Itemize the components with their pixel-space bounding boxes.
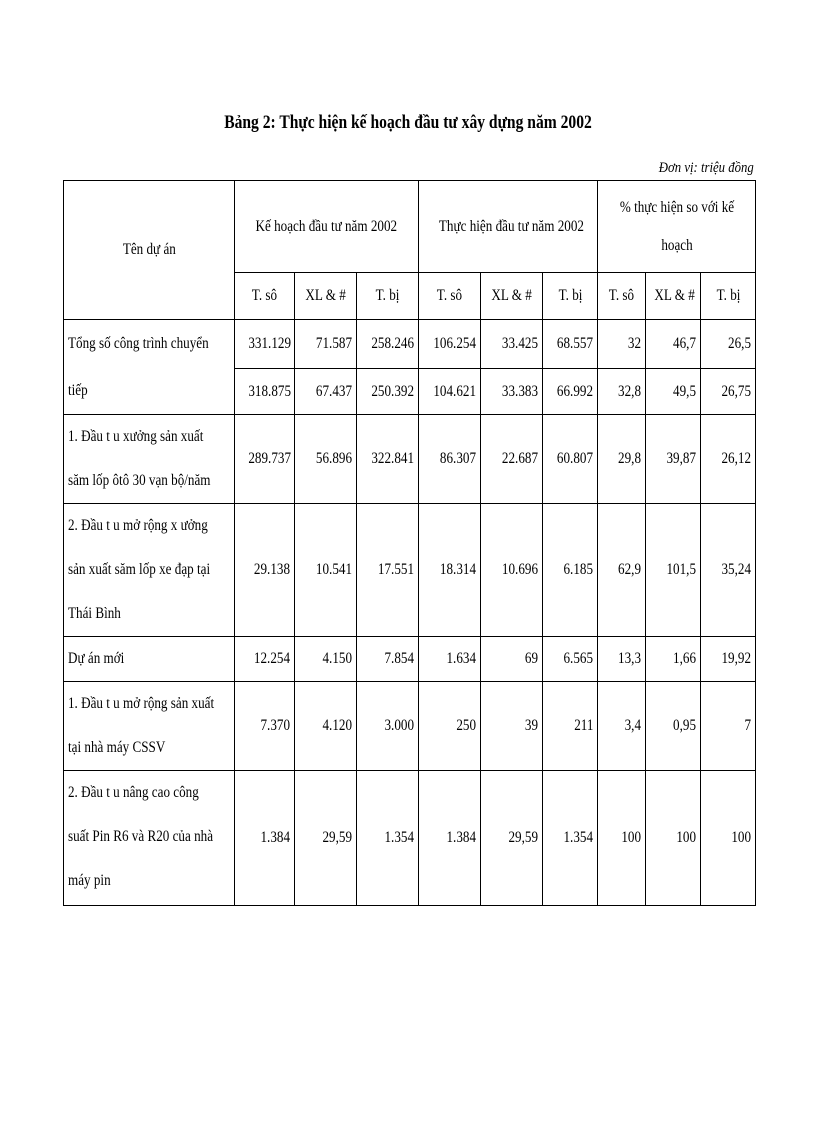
value-cell: 1,66 (646, 637, 701, 682)
value-cell: 289.737 (235, 415, 295, 504)
value-cell: 100 (701, 771, 756, 906)
value-cell: 46,7 (646, 320, 701, 369)
project-name-line: Thái Bình (68, 605, 121, 622)
value-cell: 68.557 (543, 320, 598, 369)
value-cell: 66.992 (543, 369, 598, 415)
value-cell: 250 (419, 682, 481, 771)
project-name-line: 2. Đầu t u mở rộng x ưởng (68, 517, 208, 534)
table-row (64, 320, 756, 369)
value-cell: 1.354 (357, 771, 419, 906)
value-cell: 32,8 (598, 369, 646, 415)
value-cell: 1.634 (419, 637, 481, 682)
project-name-line: Tổng số công trình chuyển (68, 335, 209, 352)
value-cell: 101,5 (646, 504, 701, 637)
value-cell: 7 (701, 682, 756, 771)
subheader-equipment: T. bị (357, 273, 419, 320)
value-cell: 39 (481, 682, 543, 771)
value-cell: 4.150 (295, 637, 357, 682)
project-name-line: 2. Đầu t u nâng cao công (68, 784, 199, 801)
project-name-line: sản xuất săm lốp xe đạp tại (68, 561, 211, 578)
table-row (64, 415, 756, 504)
value-cell: 32 (598, 320, 646, 369)
table-row (64, 771, 756, 906)
value-cell: 100 (646, 771, 701, 906)
unit-note: Đơn vị: triệu đồng (659, 160, 754, 176)
value-cell: 0,95 (646, 682, 701, 771)
value-cell: 26,12 (701, 415, 756, 504)
subheader-equipment: T. bị (543, 273, 598, 320)
subheader-equipment: T. bị (701, 273, 756, 320)
value-cell: 56.896 (295, 415, 357, 504)
value-cell: 39,87 (646, 415, 701, 504)
table-title: Bảng 2: Thực hiện kế hoạch đầu tư xây dựng năm 2002 (224, 112, 592, 133)
value-cell: 29,59 (295, 771, 357, 906)
value-cell: 1.384 (235, 771, 295, 906)
value-cell: 106.254 (419, 320, 481, 369)
value-cell: 19,92 (701, 637, 756, 682)
value-cell: 322.841 (357, 415, 419, 504)
value-cell: 12.254 (235, 637, 295, 682)
table-row (64, 637, 756, 682)
project-name-line: săm lốp ôtô 30 vạn bộ/năm (68, 472, 211, 489)
value-cell: 29,8 (598, 415, 646, 504)
value-cell: 13,3 (598, 637, 646, 682)
value-cell: 7.854 (357, 637, 419, 682)
value-cell: 26,5 (701, 320, 756, 369)
value-cell: 104.621 (419, 369, 481, 415)
header-plan: Kế hoạch đầu tư năm 2002 (235, 181, 419, 273)
project-name-line: suất Pin R6 và R20 của nhà (68, 828, 214, 845)
project-name-line: Dự án mới (68, 650, 125, 667)
value-cell: 1.354 (543, 771, 598, 906)
value-cell: 1.384 (419, 771, 481, 906)
value-cell: 3.000 (357, 682, 419, 771)
value-cell: 331.129 (235, 320, 295, 369)
header-percent: % thực hiện so với kế hoạch (598, 181, 756, 273)
table-row (64, 504, 756, 637)
table-row (64, 682, 756, 771)
project-name-cell (64, 504, 235, 637)
value-cell: 29.138 (235, 504, 295, 637)
value-cell: 6.185 (543, 504, 598, 637)
value-cell: 67.437 (295, 369, 357, 415)
value-cell: 60.807 (543, 415, 598, 504)
project-name-line: tại nhà máy CSSV (68, 739, 166, 756)
subheader-total: T. sô (419, 273, 481, 320)
project-name-line: 1. Đầu t u xưởng sản xuất (68, 428, 204, 445)
value-cell: 258.246 (357, 320, 419, 369)
value-cell: 211 (543, 682, 598, 771)
value-cell: 33.383 (481, 369, 543, 415)
value-cell: 10.541 (295, 504, 357, 637)
value-cell: 10.696 (481, 504, 543, 637)
project-name-cell (64, 320, 235, 415)
value-cell: 4.120 (295, 682, 357, 771)
value-cell: 6.565 (543, 637, 598, 682)
header-done: Thực hiện đầu tư năm 2002 (419, 181, 598, 273)
investment-table (63, 180, 756, 906)
value-cell: 18.314 (419, 504, 481, 637)
project-name-cell (64, 637, 235, 682)
value-cell: 26,75 (701, 369, 756, 415)
value-cell: 62,9 (598, 504, 646, 637)
project-name-cell (64, 415, 235, 504)
subheader-construction: XL & # (646, 273, 701, 320)
project-name-line: máy pin (68, 872, 111, 889)
value-cell: 49,5 (646, 369, 701, 415)
header-project-name: Tên dự án (64, 181, 235, 320)
value-cell: 29,59 (481, 771, 543, 906)
project-name-line: 1. Đầu t u mở rộng sản xuất (68, 695, 215, 712)
value-cell: 35,24 (701, 504, 756, 637)
subheader-total: T. sô (598, 273, 646, 320)
value-cell: 250.392 (357, 369, 419, 415)
value-cell: 7.370 (235, 682, 295, 771)
value-cell: 69 (481, 637, 543, 682)
project-name-cell (64, 682, 235, 771)
subheader-construction: XL & # (481, 273, 543, 320)
project-name-line: tiếp (68, 382, 88, 399)
value-cell: 100 (598, 771, 646, 906)
value-cell: 17.551 (357, 504, 419, 637)
project-name-cell (64, 771, 235, 906)
value-cell: 3,4 (598, 682, 646, 771)
value-cell: 22.687 (481, 415, 543, 504)
subheader-total: T. sô (235, 273, 295, 320)
value-cell: 71.587 (295, 320, 357, 369)
value-cell: 318.875 (235, 369, 295, 415)
subheader-construction: XL & # (295, 273, 357, 320)
value-cell: 86.307 (419, 415, 481, 504)
value-cell: 33.425 (481, 320, 543, 369)
